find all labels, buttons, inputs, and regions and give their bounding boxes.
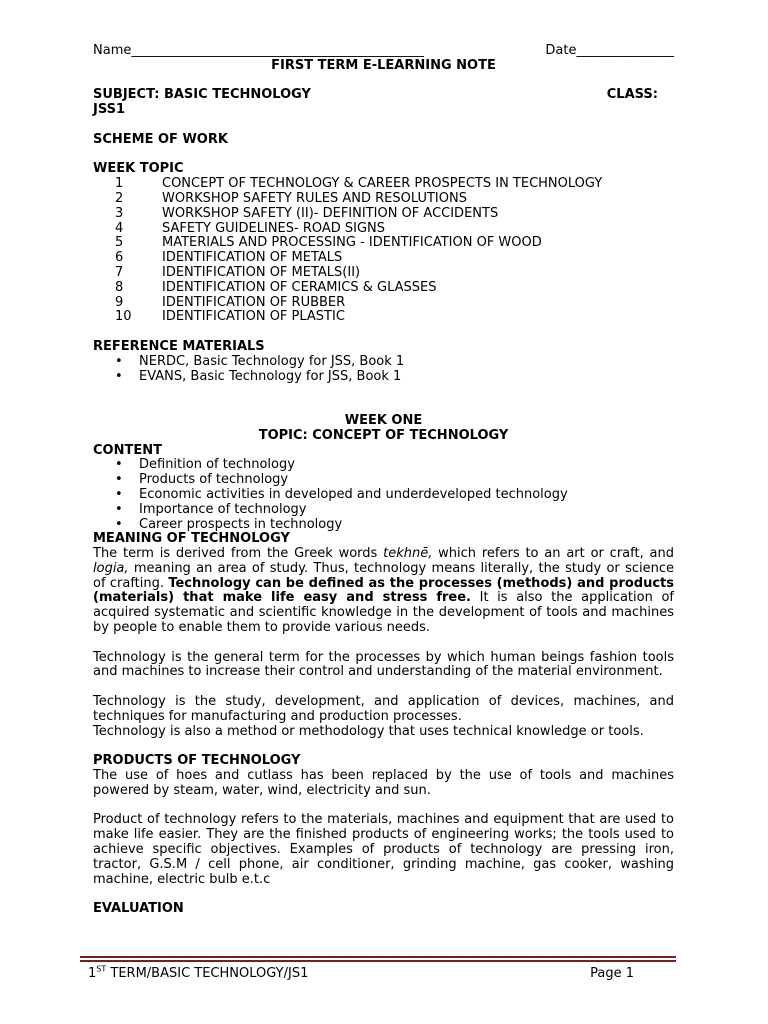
- products-paragraph-1: The use of hoes and cutlass has been replaced by the use of tools and machines powered by steam, water, wind, electricity and sun.: [93, 768, 674, 798]
- list-item: • EVANS, Basic Technology for JSS, Book 1: [139, 370, 674, 385]
- week-topic: IDENTIFICATION OF CERAMICS & GLASSES: [162, 279, 437, 295]
- week-number: 8: [115, 279, 124, 295]
- week-topic: IDENTIFICATION OF PLASTIC: [162, 309, 345, 325]
- footer-term-number: 1: [88, 966, 97, 981]
- content-title: CONTENT: [93, 442, 162, 458]
- week-list: [93, 177, 674, 325]
- meaning-paragraph-1: [93, 547, 674, 636]
- week-topic: IDENTIFICATION OF METALS(II): [162, 264, 361, 280]
- week-number: 2: [115, 190, 124, 206]
- footer-term-superscript: ST: [96, 964, 107, 974]
- date-field-label: Date_______________: [545, 43, 674, 58]
- footer-page-number: Page 1: [590, 966, 634, 981]
- week-row: [93, 177, 674, 192]
- week-topic: SAFETY GUIDELINES- ROAD SIGNS: [162, 220, 386, 236]
- week-one-topic: TOPIC: CONCEPT OF TECHNOLOGY: [258, 427, 509, 443]
- list-item: • Career prospects in technology: [139, 518, 674, 533]
- week-row: [93, 207, 674, 222]
- week-topic: MATERIALS AND PROCESSING - IDENTIFICATION OF WOOD: [162, 235, 542, 251]
- subject-label: SUBJECT: BASIC TECHNOLOGY: [93, 87, 311, 103]
- week-row: [93, 192, 674, 207]
- week-topic: IDENTIFICATION OF RUBBER: [162, 294, 346, 310]
- week-topic: WORKSHOP SAFETY RULES AND RESOLUTIONS: [162, 190, 467, 206]
- references-title: REFERENCE MATERIALS: [93, 338, 265, 354]
- references-list: [93, 355, 674, 385]
- meaning-paragraph-3: Technology is the study, development, and application of devices, machines, and techniques for manufacturing and production processes.: [93, 694, 674, 724]
- evaluation-title: EVALUATION: [93, 901, 184, 917]
- name-field-label: Name_____________________________________________: [93, 43, 424, 58]
- week-number: 3: [115, 205, 124, 221]
- content-list: [93, 458, 674, 532]
- text-run: meaning an area of study. Thus, technology means literally, the study or science of crafting.: [93, 560, 674, 591]
- products-title: PRODUCTS OF TECHNOLOGY: [93, 753, 301, 769]
- week-row: [93, 281, 674, 296]
- text-run-italic: logia,: [93, 560, 129, 576]
- week-number: 6: [115, 250, 124, 266]
- page-footer: [80, 956, 676, 982]
- week-topic: IDENTIFICATION OF METALS: [162, 250, 343, 266]
- week-row: [93, 296, 674, 311]
- week-number: 7: [115, 264, 124, 280]
- definition-bold: Technology can be defined as the processes (methods) and products (materials) that make life easy and stress free.: [93, 575, 675, 606]
- class-value: JSS1: [93, 102, 126, 118]
- list-item: • NERDC, Basic Technology for JSS, Book 1: [139, 355, 674, 370]
- list-item: • Importance of technology: [139, 503, 674, 518]
- week-number: 10: [115, 309, 132, 325]
- week-row: [93, 222, 674, 237]
- meaning-title: MEANING OF TECHNOLOGY: [93, 531, 290, 547]
- footer-rule: [80, 956, 676, 958]
- meaning-paragraph-2: Technology is the general term for the processes by which human beings fashion tools and machines to increase their control and understanding of the material environment.: [93, 649, 674, 680]
- list-item: • Definition of technology: [139, 458, 674, 473]
- list-item: • Products of technology: [139, 473, 674, 488]
- text-run: The term is derived from the Greek words: [93, 546, 384, 562]
- list-item: • Economic activities in developed and underdeveloped technology: [139, 488, 674, 503]
- text-run-italic: tekhnē,: [383, 546, 433, 562]
- footer-term: [88, 964, 309, 982]
- week-number: 9: [115, 294, 124, 310]
- footer-row: [80, 962, 676, 982]
- week-number: 4: [115, 220, 124, 236]
- products-paragraph-2: Product of technology refers to the materials, machines and equipment that are used to make life easier. They are the finished products of engineering works; the tools used to achieve specific objectives. Examples of products of technology are pressing iron, tractor, G.S.M / cell phone, air conditioner, grinding machine, gas cooker, washing machine, electric bulb e.t.c: [93, 812, 674, 887]
- class-label: CLASS:: [606, 87, 658, 103]
- week-topic: CONCEPT OF TECHNOLOGY & CAREER PROSPECTS IN TECHNOLOGY: [162, 176, 603, 192]
- week-row: [93, 236, 674, 251]
- header-row: [93, 44, 674, 59]
- week-row: [93, 310, 674, 325]
- week-number: 5: [115, 235, 124, 251]
- week-one-title: WEEK ONE: [344, 412, 423, 428]
- footer-term-text: TERM/BASIC TECHNOLOGY/JS1: [106, 966, 309, 981]
- week-row: [93, 266, 674, 281]
- scheme-header: WEEK TOPIC: [93, 161, 184, 177]
- document-title: FIRST TERM E-LEARNING NOTE: [271, 57, 496, 73]
- text-run: which refers to an art or craft, and: [432, 546, 674, 562]
- week-number: 1: [115, 176, 124, 192]
- week-row: [93, 251, 674, 266]
- scheme-title: SCHEME OF WORK: [93, 131, 228, 147]
- document-page: [93, 44, 674, 917]
- text-run: It is also the application of acquired systematic and scientific knowledge in the development of tools and machines by people to enable them to provide various needs.: [93, 590, 674, 636]
- subject-row: [93, 88, 674, 103]
- week-topic: WORKSHOP SAFETY (II)- DEFINITION OF ACCIDENTS: [162, 205, 499, 221]
- meaning-paragraph-4: Technology is also a method or methodology that uses technical knowledge or tools.: [93, 723, 644, 739]
